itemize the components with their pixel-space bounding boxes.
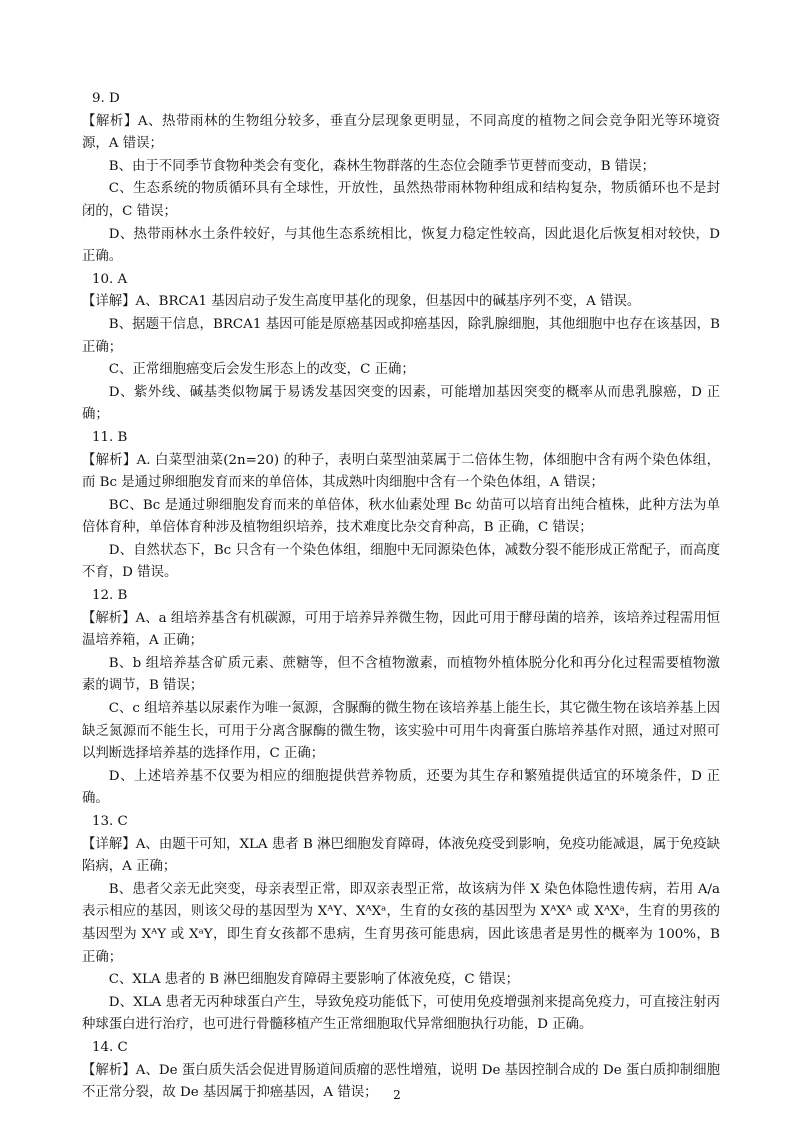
option-analysis-paragraph: C、c 组培养基以尿素作为唯一氮源，含脲酶的微生物在该培养基上能生长，其它微生物在该培养基上因缺乏氮源而不能生长，可用于分离含脲酶的微生物，该实验中可用牛肉膏蛋白胨培养基作对照，通过对照可以判断选择培养基的选择作用，C 正确； (82, 701, 720, 762)
analysis-paragraph: 【解析】A、De 蛋白质失活会促进胃肠道间质瘤的恶性增殖，说明 De 基因控制合成的 De 蛋白质抑制细胞不正常分裂，故 De 基因属于抑癌基因，A 错误； (82, 1062, 720, 1101)
option-analysis-paragraph: C、正常细胞癌变后会发生形态上的改变，C 正确； (108, 362, 415, 378)
option-analysis-paragraph: D、自然状态下，Bc 只含有一个染色体组，细胞中无同源染色体，减数分裂不能形成正常配子，而高度不育，D 错误。 (82, 542, 720, 581)
option-analysis-paragraph: BC、Bc 是通过卵细胞发育而来的单倍体，秋水仙素处理 Bc 幼苗可以培育出纯合植株，此种方法为单倍体育种，单倍体育种涉及植物组织培养，技术难度比杂交育种高，B 正确，C 错误； (82, 497, 720, 536)
question-answer-number: 9. D (92, 91, 120, 106)
question-block (82, 811, 720, 1037)
option-analysis-paragraph: B、患者父亲无此突变，母亲表型正常，即双亲表型正常，故该病为伴 X 染色体隐性遗传病，若用 A/a 表示相应的基因，则该父母的基因型为 XᴬY、XᴬXᵃ，生育的女孩的基因型为 XᴬXᴬ 或 XᴬXᵃ，生育的男孩的基因型为 XᴬY 或 XᵃY，即生育女孩都不患病，生育男孩可能患病，因此该患者是男性的概率为 100%，B 正确； (82, 881, 720, 965)
analysis-paragraph: 【解析】A、热带雨林的生物组分较多，垂直分层现象更明显，不同高度的植物之间会竞争阳光等环境资源，A 错误； (82, 113, 720, 152)
page-number: 2 (393, 1088, 401, 1102)
question-answer-number: 10. A (92, 271, 128, 287)
option-analysis-paragraph: C、生态系统的物质循环具有全球性，开放性，虽然热带雨林物种组成和结构复杂，物质循环也不是封闭的，C 错误； (82, 181, 720, 219)
question-block (82, 585, 720, 811)
analysis-paragraph: 【详解】A、BRCA1 基因启动子发生高度甲基化的现象，但基因中的碱基序列不变，A 错误。 (82, 294, 641, 310)
question-block (82, 427, 720, 585)
question-answer-number: 12. B (92, 588, 128, 604)
option-analysis-paragraph: D、上述培养基不仅要为相应的细胞提供营养物质，还要为其生存和繁殖提供适宜的环境条件，D 正确。 (82, 768, 720, 807)
question-block (82, 88, 720, 269)
option-analysis-paragraph: D、紫外线、碱基类似物属于易诱发基因突变的因素，可能增加基因突变的概率从而患乳腺癌，D 正确； (82, 384, 720, 423)
question-answer-number: 13. C (92, 814, 128, 829)
option-analysis-paragraph: C、XLA 患者的 B 淋巴细胞发育障碍主要影响了体液免疫，C 错误； (108, 972, 520, 988)
analysis-paragraph: 【解析】A. 白菜型油菜(2n=20) 的种子，表明白菜型油菜属于二倍体生物，体细胞中含有两个染色体组，而 Bc 是通过卵细胞发育而来的单倍体，其成熟叶肉细胞中含有一个染色体组，A 错误； (82, 452, 720, 491)
option-analysis-paragraph: B、b 组培养基含矿质元素、蔗糖等，但不含植物激素，而植物外植体脱分化和再分化过程需要植物激素的调节，B 错误； (82, 655, 720, 694)
option-analysis-paragraph: B、由于不同季节食物种类会有变化，森林生物群落的生态位会随季节更替而变动，B 错误； (108, 158, 655, 174)
question-answer-number: 14. C (92, 1039, 128, 1055)
option-analysis-paragraph: B、据题干信息，BRCA1 基因可能是原癌基因或抑癌基因，除乳腺细胞，其他细胞中也存在该基因，B 正确； (82, 316, 720, 355)
analysis-paragraph: 【详解】A、由题干可知，XLA 患者 B 淋巴细胞发育障碍，体液免疫受到影响，免疫功能减退，属于免疫缺陷病，A 正确； (82, 836, 720, 875)
option-analysis-paragraph: D、XLA 患者无丙种球蛋白产生，导致免疫功能低下，可使用免疫增强剂来提高免疫力，可直接注射丙种球蛋白进行治疗，也可进行骨髓移植产生正常细胞取代异常细胞执行功能，D 正确。 (82, 994, 720, 1033)
question-answer-number: 11. B (92, 429, 128, 445)
option-analysis-paragraph: D、热带雨林水土条件较好，与其他生态系统相比，恢复力稳定性较高，因此退化后恢复相对较快，D 正确。 (82, 226, 720, 265)
analysis-paragraph: 【解析】A、a 组培养基含有机碳源，可用于培养异养微生物，因此可用于酵母菌的培养，该培养过程需用恒温培养箱，A 正确； (82, 610, 720, 649)
question-block (82, 269, 720, 427)
answer-analysis-content (82, 88, 720, 1105)
